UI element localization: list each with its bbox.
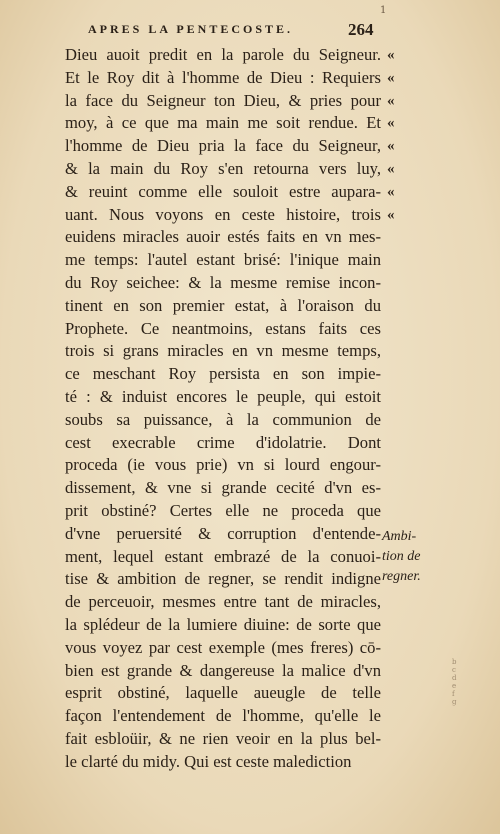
edge-text: bcdefg: [452, 658, 457, 706]
text-line: euidens miracles auoir estés faits en vn mes-: [65, 227, 381, 247]
text-line: me temps: l'autel estant brisé: l'inique main: [65, 250, 381, 270]
quote-mark: «: [387, 115, 395, 132]
page-mark: 1: [380, 5, 387, 16]
text-line: façon l'entendement de l'homme, qu'elle le: [65, 706, 381, 726]
text-line: la splédeur de la lumiere diuine: de sorte que: [65, 614, 381, 634]
text-line: tise & ambition de regner, se rendit indigne: [65, 569, 381, 589]
text-line: d'vne peruersité & corruption d'entende-: [65, 523, 381, 543]
text-line: té : & induist encores le peuple, qui estoit: [65, 386, 381, 406]
text-line: & reuint comme elle souloit estre aupara-: [65, 181, 381, 201]
text-line: la face du Seigneur ton Dieu, & pries pour: [65, 90, 381, 110]
text-line: esprit obstiné, laquelle aueugle de telle: [65, 683, 381, 703]
text-line: uant. Nous voyons en ceste histoire, trois: [65, 204, 381, 224]
text-line: & la main du Roy s'en retourna vers luy,: [65, 158, 381, 178]
text-line: l'homme de Dieu pria la face du Seigneur,: [65, 136, 381, 156]
page-number: 264: [348, 20, 374, 39]
text-line: proceda (ie vous prie) vn si lourd engour-: [65, 455, 381, 475]
marginal-note-line: Ambi-: [382, 529, 417, 544]
quote-mark: «: [387, 92, 395, 109]
marginal-note: [382, 527, 442, 587]
quotation-marks: [387, 44, 407, 226]
text-line: dissement, & vne si grande cecité d'vn es-: [65, 478, 381, 498]
quote-mark: «: [387, 160, 395, 177]
text-line: vous voyez par cest exemple (mes freres) cō-: [65, 637, 381, 657]
text-line: bien est grande & dangereuse la malice d'vn: [65, 660, 381, 680]
text-line: moy, à ce que ma main me soit rendue. Et: [65, 113, 381, 133]
quote-mark: «: [387, 183, 395, 200]
quote-mark: «: [387, 69, 395, 86]
text-line: soubs sa puissance, à la communion de: [65, 409, 381, 429]
text-line: Et le Roy dit à l'homme de Dieu : Requiers: [65, 67, 381, 87]
quote-mark: «: [387, 47, 395, 63]
text-line: trois si grans miracles en vn mesme temps,: [65, 341, 381, 361]
text-line: prit obstiné? Certes elle ne proceda que: [65, 500, 381, 520]
quote-mark: «: [387, 138, 395, 155]
marginal-note-line: regner.: [382, 569, 421, 584]
text-line: de perceuoir, mesmes entre tant de miracles,: [65, 592, 381, 612]
text-line: cest execrable crime d'idolatrie. Dont: [65, 432, 381, 452]
text-line: ce meschant Roy persista en son impie-: [65, 364, 381, 384]
text-line: du Roy seichee: & la mesme remise incon-: [65, 272, 381, 292]
text-line: Dieu auoit predit en la parole du Seigneur.: [65, 45, 381, 64]
text-line: fait esbloüir, & ne rien veoir en la plus bel-: [65, 728, 381, 748]
text-line: ment, lequel estant embrazé de la conuoi-: [65, 546, 381, 566]
text-line: le clarté du midy. Qui est ceste malediction: [65, 751, 352, 771]
running-title: APRES LA PENTECOSTE.: [88, 22, 294, 36]
body-text: [65, 44, 381, 774]
text-line: tinent en son premier estat, à l'oraison du: [65, 295, 381, 315]
quote-mark: «: [387, 206, 395, 223]
marginal-note-line: tion de: [382, 549, 421, 564]
text-line: Prophete. Ce neantmoins, estans faits ces: [65, 318, 381, 338]
